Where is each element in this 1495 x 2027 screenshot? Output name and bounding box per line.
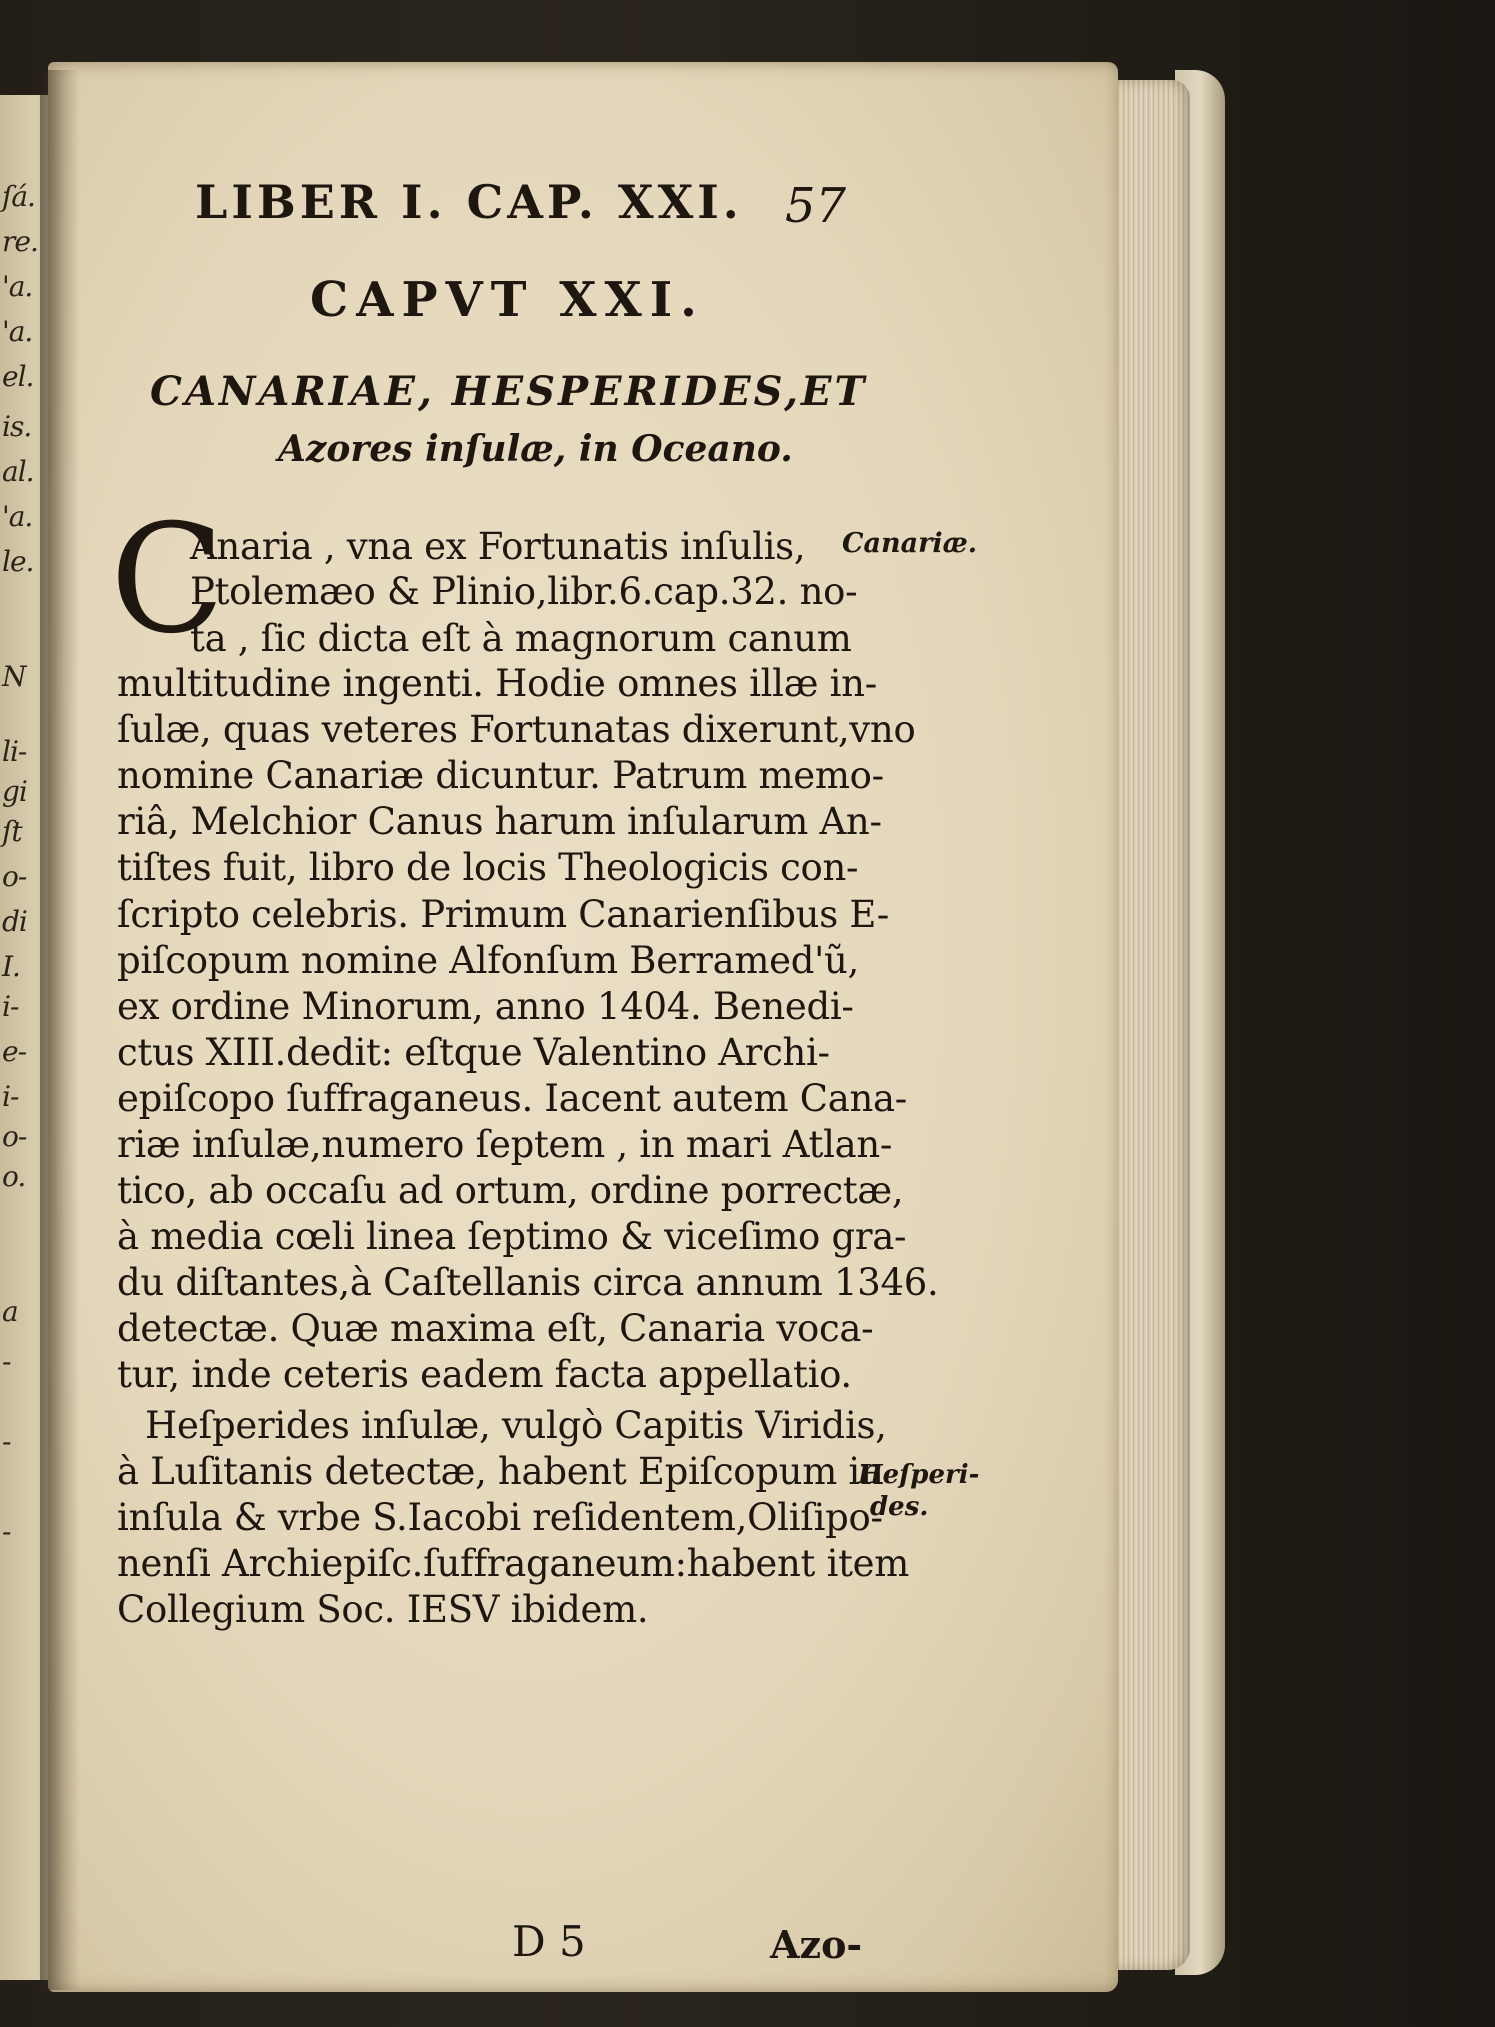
- margin-note-hesperides-2: des.: [870, 1492, 929, 1522]
- previous-page-fragment: el.: [2, 360, 34, 393]
- catchword: Azo-: [770, 1922, 863, 1967]
- body-line: inſula & vrbe S.Iacobi reſidentem,Oliſipo-: [117, 1496, 883, 1539]
- previous-page-fragment: i-: [2, 990, 19, 1023]
- previous-page-fragment: o-: [2, 860, 27, 893]
- previous-page-fragment: -: [2, 1345, 11, 1378]
- body-line: Heſperides inſulæ, vulgò Capitis Viridis,: [145, 1404, 887, 1447]
- margin-note-canariae: Canariæ.: [842, 528, 978, 559]
- body-line: riæ inſulæ,numero ſeptem , in mari Atlan-: [117, 1123, 893, 1166]
- running-title: LIBER I. CAP. XXI.: [195, 175, 743, 229]
- previous-page-fragment: di: [2, 905, 27, 938]
- previous-page-fragment: i-: [2, 1080, 19, 1113]
- previous-page-fragment: e-: [2, 1035, 27, 1068]
- previous-page-fragment: N: [2, 660, 26, 693]
- chapter-title-line-1: CANARIAE, HESPERIDES,ET: [150, 368, 868, 415]
- body-line: Anaria , vna ex Fortunatis inſulis,: [190, 525, 806, 568]
- previous-page-fragment: o-: [2, 1120, 27, 1153]
- previous-page-fragment: re.: [2, 225, 38, 258]
- body-line: ſulæ, quas veteres Fortunatas dixerunt,vno: [117, 708, 916, 751]
- previous-page-fragment: -: [2, 1425, 11, 1458]
- previous-page-fragment: ſá.: [2, 180, 35, 213]
- previous-page-fragment: a: [2, 1295, 18, 1328]
- body-line: ſcripto celebris. Primum Canarienſibus E-: [117, 893, 889, 936]
- chapter-title-line-2: Azores inſulæ, in Oceano.: [278, 428, 793, 470]
- chapter-heading: CAPVT XXI.: [310, 272, 705, 328]
- previous-page-fragment: is.: [2, 410, 32, 443]
- previous-page-fragment: 'a.: [2, 500, 33, 533]
- previous-page-fragment: -: [2, 1515, 11, 1548]
- body-line: ctus XIII.dedit: eſtque Valentino Archi-: [117, 1031, 830, 1074]
- signature-mark: D 5: [512, 1917, 586, 1966]
- body-line: detectæ. Quæ maxima eſt, Canaria voca-: [117, 1307, 874, 1350]
- folio-number: 57: [785, 178, 847, 234]
- body-line: piſcopum nomine Alfonſum Berramed'ũ,: [117, 939, 859, 982]
- previous-page-fragment: o.: [2, 1160, 26, 1193]
- previous-page-fragment: I.: [2, 950, 20, 983]
- body-line: multitudine ingenti. Hodie omnes illæ in-: [117, 662, 877, 705]
- previous-page-fragment: le.: [2, 545, 34, 578]
- body-line: nenſi Archiepiſc.ſuffraganeum:habent item: [117, 1542, 910, 1585]
- previous-page-fragment: 'a.: [2, 270, 33, 303]
- body-line: Ptolemæo & Plinio,libr.6.cap.32. no-: [190, 570, 858, 613]
- gutter-shadow: [40, 70, 80, 1990]
- body-line: Collegium Soc. IESV ibidem.: [117, 1588, 649, 1631]
- body-line: epiſcopo ſuffraganeus. Iacent autem Cana-: [117, 1077, 908, 1120]
- margin-note-hesperides-1: Heſperi-: [858, 1460, 980, 1490]
- body-line: ex ordine Minorum, anno 1404. Benedi-: [117, 985, 854, 1028]
- body-line: riâ, Melchior Canus harum inſularum An-: [117, 800, 882, 843]
- body-line: tico, ab occaſu ad ortum, ordine porrectæ,: [117, 1169, 904, 1212]
- body-line: tiſtes fuit, libro de locis Theologicis con-: [117, 846, 859, 889]
- previous-page-fragment: li-: [2, 735, 27, 768]
- body-line: tur, inde ceteris eadem facta appellatio.: [117, 1353, 852, 1396]
- body-line: à Luſitanis detectæ, habent Epiſcopum in: [117, 1450, 884, 1493]
- previous-page-fragment: al.: [2, 455, 34, 488]
- body-line: ta , ſic dicta eſt à magnorum canum: [190, 617, 852, 660]
- drop-capital: C: [110, 493, 225, 667]
- body-line: du diſtantes,à Caſtellanis circa annum 1346.: [117, 1261, 939, 1304]
- body-line: à media cœli linea ſeptimo & viceſimo gra-: [117, 1215, 907, 1258]
- previous-page-fragment: gi: [2, 775, 27, 808]
- previous-page-fragment: ſt: [2, 815, 22, 848]
- body-line: nomine Canariæ dicuntur. Patrum memo-: [117, 754, 884, 797]
- previous-page-fragment: 'a.: [2, 315, 33, 348]
